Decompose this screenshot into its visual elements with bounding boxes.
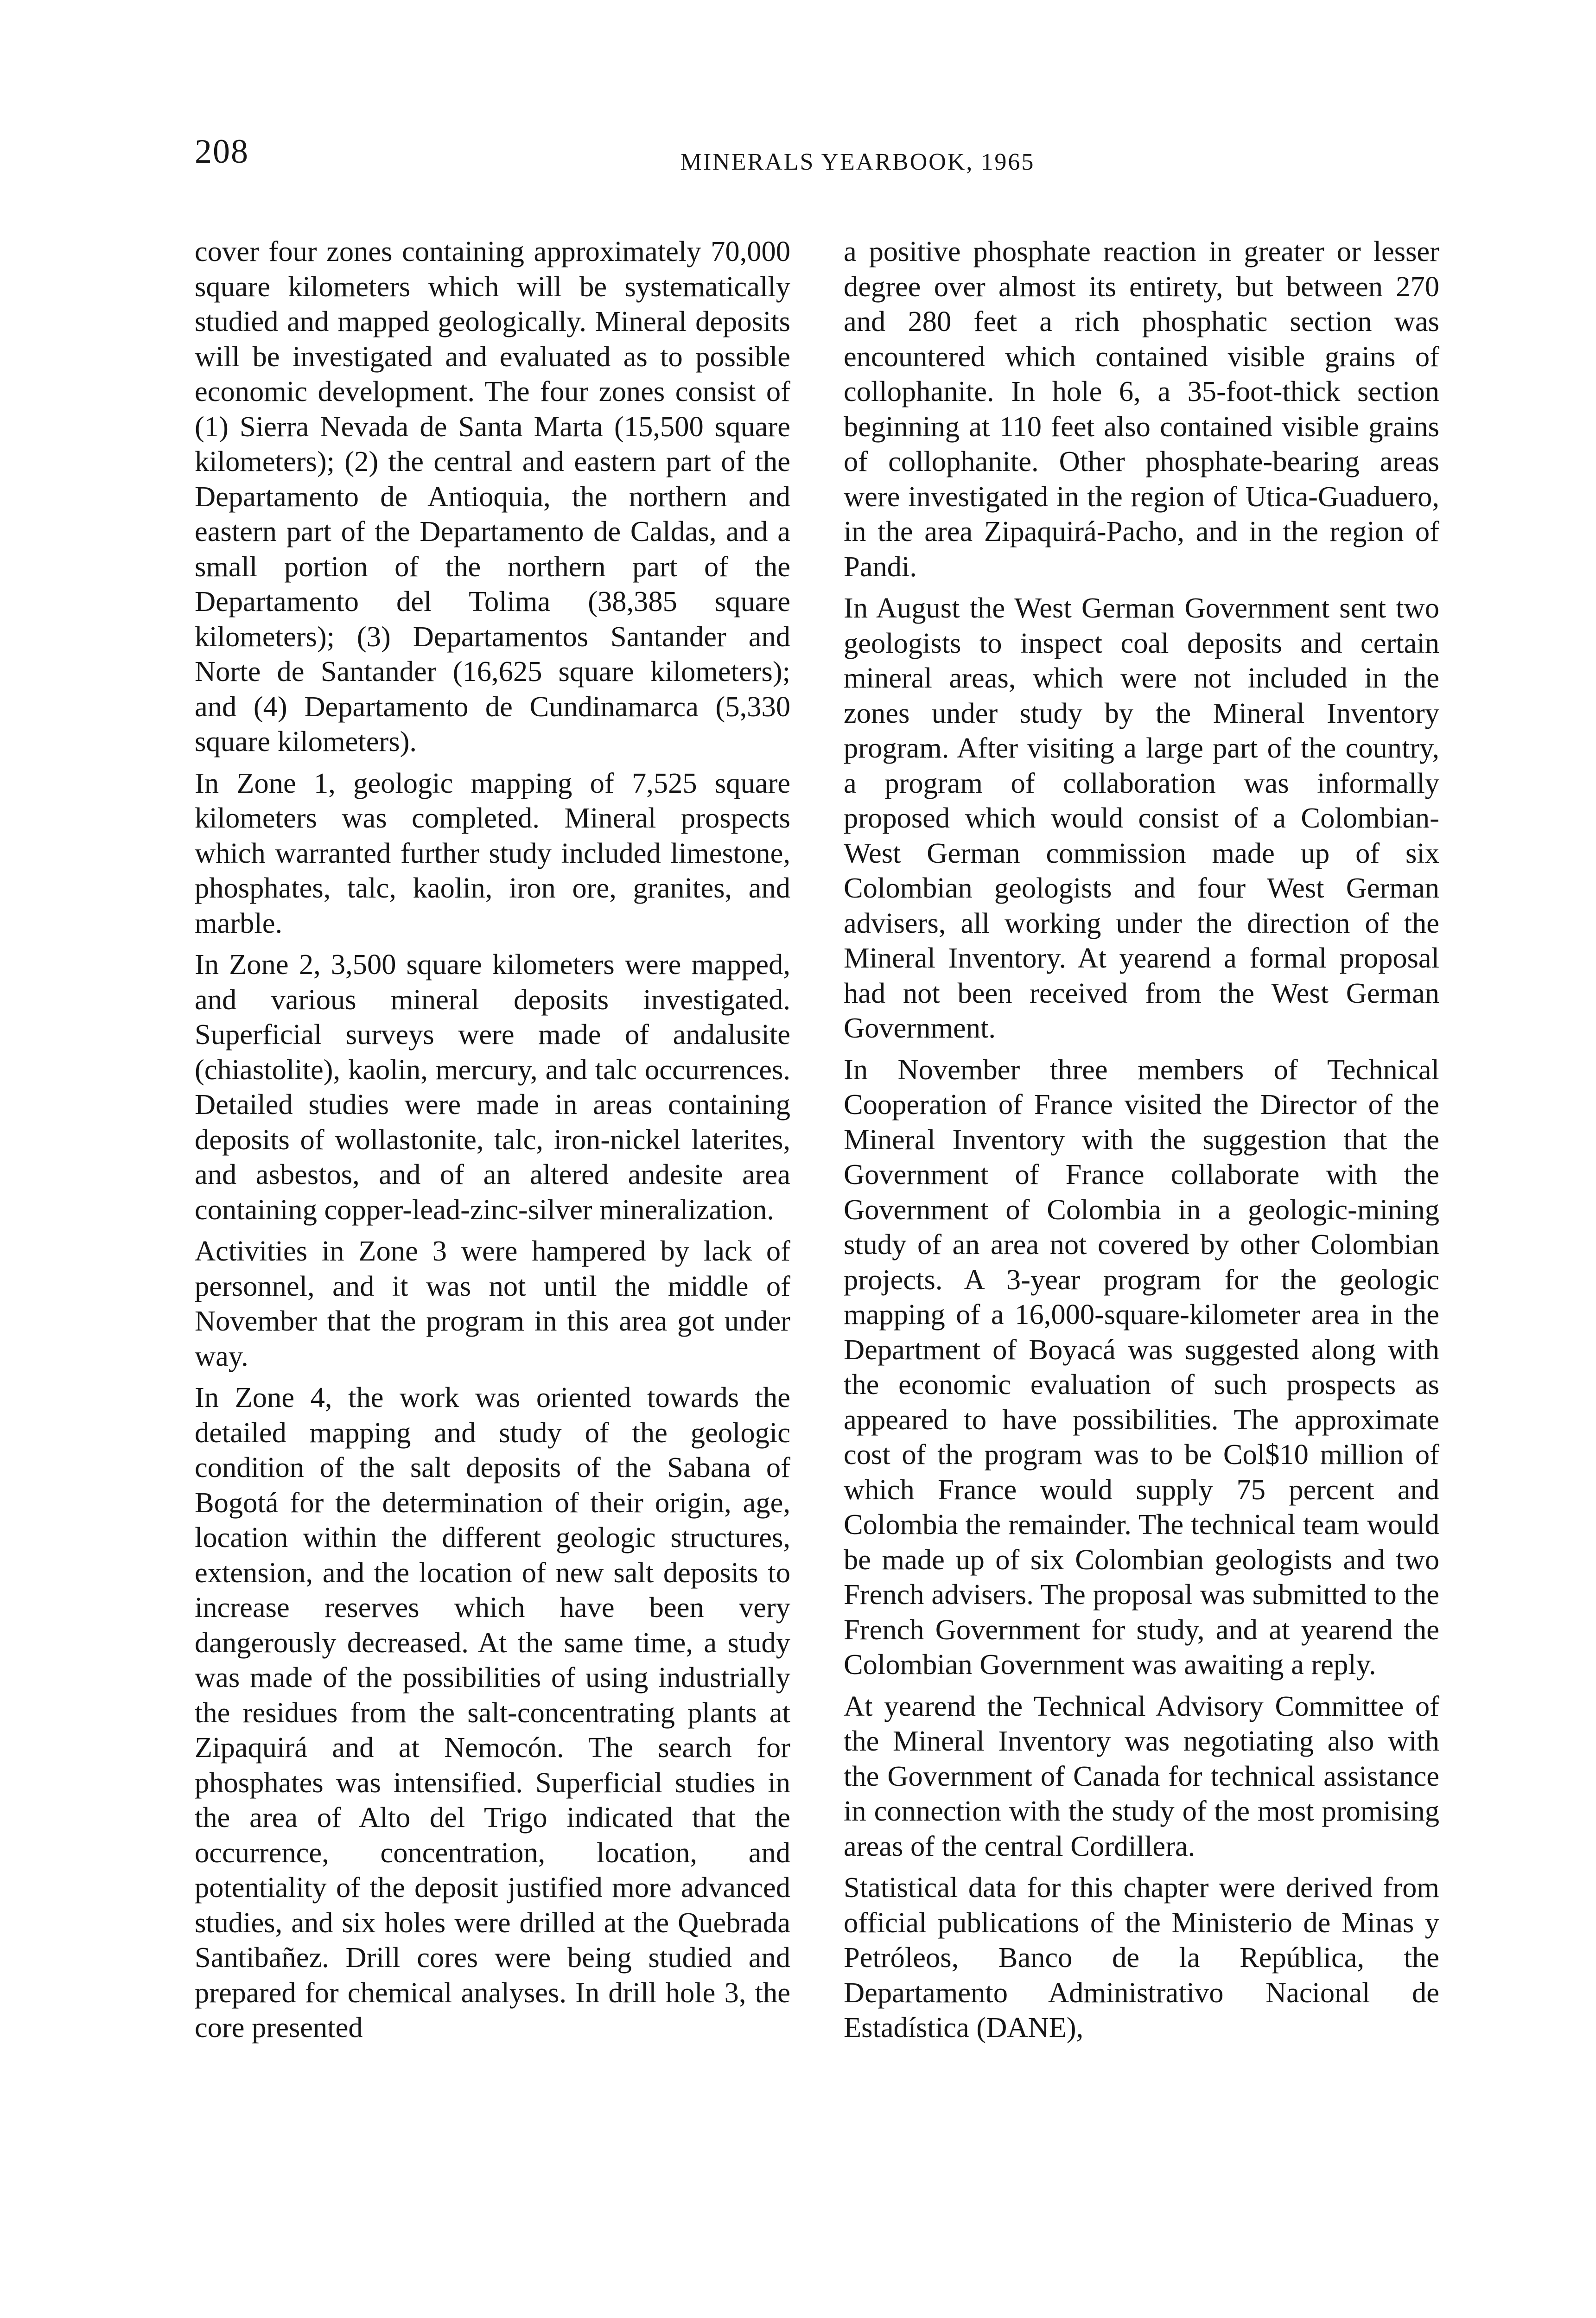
paragraph: In Zone 1, geologic mapping of 7,525 square kilometers was completed. Mineral prospects which warranted further study included limestone, phosphates, talc, kaolin, iron ore, granites, and marble. bbox=[195, 766, 790, 939]
running-head: MINERALS YEARBOOK, 1965 bbox=[680, 149, 1035, 175]
paragraph: At yearend the Technical Advisory Committee of the Mineral Inventory was negotiating also with the Government of Canada for technical assistance in connection with the study of the most promising areas of the central Cordillera. bbox=[844, 1689, 1439, 1862]
paragraph: cover four zones containing approximately 70,000 square kilometers which will be systematically studied and mapped geologically. Mineral deposits will be investigated and evaluated as to possible economic development. The four zones consist of (1) Sierra Nevada de Santa Marta (15,500 square kilometers); (2) the central and eastern part of the Departamento de Antioquia, the northern and eastern part of the Departamento de Caldas, and a small portion of the northern part of the Departamento del Tolima (38,385 square kilometers); (3) Departamentos Santander and Norte de Santander (16,625 square kilometers); and (4) Departamento de Cundinamarca (5,330 square kilometers). bbox=[195, 235, 790, 758]
paragraph: a positive phosphate reaction in greater or lesser degree over almost its entirety, but between 270 and 280 feet a rich phosphatic section was encountered which contained visible grains of collophanite. In hole 6, a 35-foot-thick section beginning at 110 feet also contained visible grains of collophanite. Other phosphate-bearing areas were investigated in the region of Utica-Guaduero, in the area Zipaquirá-Pacho, and in the region of Pandi. bbox=[844, 235, 1439, 583]
left-column bbox=[195, 234, 790, 2052]
paragraph: In August the West German Government sent two geologists to inspect coal deposits and certain mineral areas, which were not included in the zones under study by the Mineral Inventory program. After visiting a large part of the country, a program of collaboration was informally proposed which would consist of a Colombian-West German commission made up of six Colombian geologists and four West German advisers, all working under the direction of the Mineral Inventory. At yearend a formal proposal had not been received from the West German Government. bbox=[844, 592, 1439, 1044]
paragraph: In Zone 2, 3,500 square kilometers were mapped, and various mineral deposits investigated. Superficial surveys were made of andalusite (chiastolite), kaolin, mercury, and talc occurrences. Detailed studies were made in areas containing deposits of wollastonite, talc, iron-nickel laterites, and asbestos, and of an altered andesite area containing copper-lead-zinc-silver mineralization. bbox=[195, 948, 790, 1226]
paragraph: In Zone 4, the work was oriented towards the detailed mapping and study of the geologic condition of the salt deposits of the Sabana of Bogotá for the determination of their origin, age, location within the different geologic structures, extension, and the location of new salt deposits to increase reserves which have been very dangerously decreased. At the same time, a study was made of the possibilities of using industrially the residues from the salt-concentrating plants at Zipaquirá and at Nemocón. The search for phosphates was intensified. Superficial studies in the area of Alto del Trigo indicated that the occurrence, concentration, location, and potentiality of the deposit justified more advanced studies, and six holes were drilled at the Quebrada Santibañez. Drill cores were being studied and prepared for chemical analyses. In drill hole 3, the core presented bbox=[195, 1381, 790, 2044]
right-column bbox=[844, 234, 1439, 2052]
paragraph: In November three members of Technical Cooperation of France visited the Director of the Mineral Inventory with the suggestion that the Government of France collaborate with the Government of Colombia in a geologic-mining study of an area not covered by other Colombian projects. A 3-year program for the geologic mapping of a 16,000-square-kilometer area in the Department of Boyacá was suggested along with the economic evaluation of such prospects as appeared to have possibilities. The approximate cost of the program was to be Col$10 million of which France would supply 75 percent and Colombia the remainder. The technical team would be made up of six Colombian geologists and two French advisers. The proposal was submitted to the French Government for study, and at yearend the Colombian Government was awaiting a reply. bbox=[844, 1053, 1439, 1681]
paragraph: Statistical data for this chapter were derived from official publications of the Ministerio de Minas y Petróleos, Banco de la República, the Departamento Administrativo Nacional de Estadística (DANE), bbox=[844, 1871, 1439, 2044]
paragraph: Activities in Zone 3 were hampered by lack of personnel, and it was not until the middle of November that the program in this area got under way. bbox=[195, 1235, 790, 1372]
page-number: 208 bbox=[195, 133, 249, 171]
